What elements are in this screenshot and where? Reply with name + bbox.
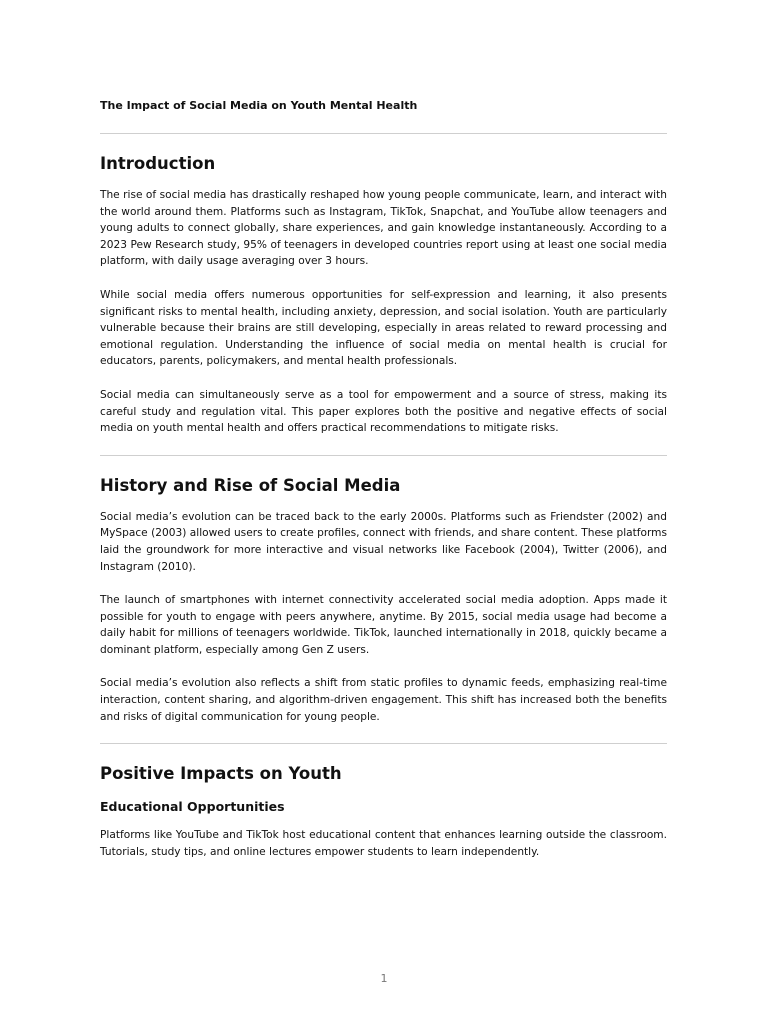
- section-divider: [100, 133, 667, 134]
- page-number: 1: [380, 972, 388, 985]
- document-title: The Impact of Social Media on Youth Mental Health: [100, 99, 418, 112]
- paragraph: Social media can simultaneously serve as a tool for empowerment and a source of stress, making its careful study and regulation vital. This paper explores both the positive and negative effects of social media on youth mental health and offers practical recommendations to mitigate risks.: [100, 388, 667, 435]
- section-heading: Introduction: [100, 154, 216, 173]
- subsection-heading: Educational Opportunities: [100, 799, 285, 815]
- paragraph: Social media’s evolution can be traced back to the early 2000s. Platforms such as Friendster (2002) and MySpace (2003) allowed users to create profiles, connect with friends, and share content. These platforms laid the groundwork for more interactive and visual networks like Facebook (2004), Twitter (2006), and Instagram (2010).: [100, 510, 667, 573]
- paragraph: While social media offers numerous opportunities for self-expression and learning, it also presents significant risks to mental health, including anxiety, depression, and social isolation. Youth are particularly vulnerable because their brains are still developing, especially in areas related to reward processing and emotional regulation. Understanding the influence of social media on mental health is crucial for educators, parents, policymakers, and mental health professionals.: [100, 288, 667, 368]
- section-heading: Positive Impacts on Youth: [100, 764, 342, 784]
- section-divider: [100, 455, 667, 456]
- section-introduction: [100, 153, 667, 437]
- section-history: [100, 475, 667, 726]
- section-positive-impacts: [100, 763, 667, 860]
- section-heading: History and Rise of Social Media: [100, 475, 401, 495]
- paragraph: The launch of smartphones with internet connectivity accelerated social media adoption. Apps made it possible for youth to engage with peers anywhere, anytime. By 2015, social media usage had become a daily habit for millions of teenagers worldwide. TikTok, launched internationally in 2018, quickly became a dominant platform, especially among Gen Z users.: [100, 594, 667, 656]
- paragraph: Social media’s evolution also reflects a shift from static profiles to dynamic feeds, emphasizing real-time interaction, content sharing, and algorithm-driven engagement. This shift has increased both the benefits and risks of digital communication for young people.: [100, 677, 667, 723]
- document-page: [100, 96, 667, 860]
- paragraph: Platforms like YouTube and TikTok host educational content that enhances learning outside the classroom. Tutorials, study tips, and online lectures empower students to learn independently.: [100, 829, 667, 858]
- paragraph: The rise of social media has drastically reshaped how young people communicate, learn, and interact with the world around them. Platforms such as Instagram, TikTok, Snapchat, and YouTube allow teenagers and young adults to connect globally, share experiences, and gain knowledge instantaneously. According to a 2023 Pew Research study, 95% of teenagers in developed countries report using at least one social media platform, with daily usage averaging over 3 hours.: [100, 189, 667, 268]
- section-divider: [100, 743, 667, 744]
